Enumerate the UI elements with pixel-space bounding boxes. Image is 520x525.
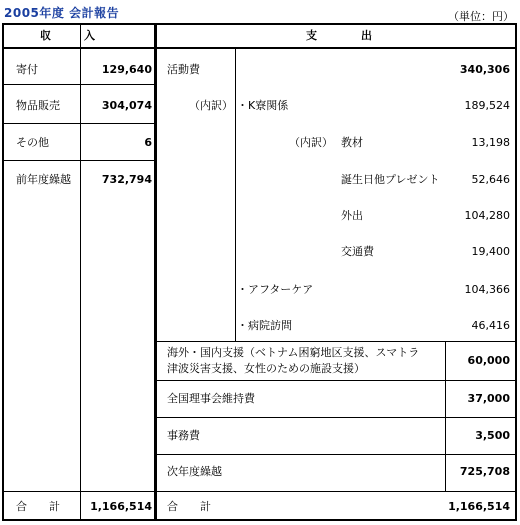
support-label-line1: 海外・国内支援（ベトナム困窮地区支援、スマトラ	[167, 346, 420, 359]
row-rule	[4, 84, 155, 85]
row-rule	[4, 160, 155, 161]
row-rule	[157, 380, 515, 381]
report-title: 2005年度 会計報告	[4, 6, 120, 20]
expense-value: 725,708	[459, 465, 510, 478]
expense-value: 19,400	[471, 245, 510, 258]
expense-value: 37,000	[467, 392, 510, 405]
income-header: 収 入	[40, 29, 95, 42]
row-rule	[157, 341, 515, 342]
expense-total-value: 1,166,514	[448, 500, 510, 513]
row-rule	[157, 417, 515, 418]
expense-label: ・病院訪問	[237, 319, 292, 332]
income-value: 129,640	[101, 63, 152, 76]
breakdown-label: （内訳）	[189, 99, 233, 112]
income-label: その他	[16, 136, 49, 149]
expense-value: 46,416	[471, 319, 510, 332]
expense-label: 事務費	[167, 429, 200, 442]
header-rule	[4, 47, 515, 49]
expense-header: 支 出	[306, 29, 372, 42]
expense-value: 189,524	[464, 99, 510, 112]
income-total-value: 1,166,514	[90, 500, 152, 513]
income-value: 6	[144, 136, 152, 149]
income-value: 304,074	[101, 99, 152, 112]
expense-label: 外出	[341, 209, 363, 222]
expense-label: 教材	[341, 136, 363, 149]
income-label: 物品販売	[16, 99, 60, 112]
expense-value: 104,280	[464, 209, 510, 222]
expense-value: 104,366	[464, 283, 510, 296]
breakdown-label: （内訳）	[289, 136, 333, 149]
income-label: 寄付	[16, 63, 38, 76]
col-divider-income	[80, 25, 81, 519]
expense-label: 交通費	[341, 245, 374, 258]
expense-total-label: 合 計	[167, 500, 211, 513]
expense-label: 誕生日他プレゼント	[341, 173, 440, 186]
report-table	[2, 23, 517, 521]
unit-label: （単位：円）	[448, 10, 514, 23]
income-value: 732,794	[101, 173, 152, 186]
support-label-line2: 津波災害支援、女性のための施設支援）	[167, 362, 365, 375]
col-divider-expense	[235, 49, 236, 341]
expense-value: 52,646	[471, 173, 510, 186]
expense-value: 60,000	[467, 354, 510, 367]
expense-value: 13,198	[471, 136, 510, 149]
total-rule	[4, 491, 515, 492]
expense-value: 3,500	[475, 429, 510, 442]
expense-label: 全国理事会維持費	[167, 392, 255, 405]
income-label: 前年度繰越	[16, 173, 71, 186]
col-divider-main	[154, 25, 157, 519]
row-rule	[157, 454, 515, 455]
expense-label: 活動費	[167, 63, 200, 76]
expense-label: ・アフターケア	[237, 283, 314, 296]
row-rule	[4, 123, 155, 124]
expense-value: 340,306	[459, 63, 510, 76]
expense-label: 次年度繰越	[167, 465, 222, 478]
income-total-label: 合 計	[16, 500, 60, 513]
expense-label: ・K寮関係	[237, 99, 289, 112]
